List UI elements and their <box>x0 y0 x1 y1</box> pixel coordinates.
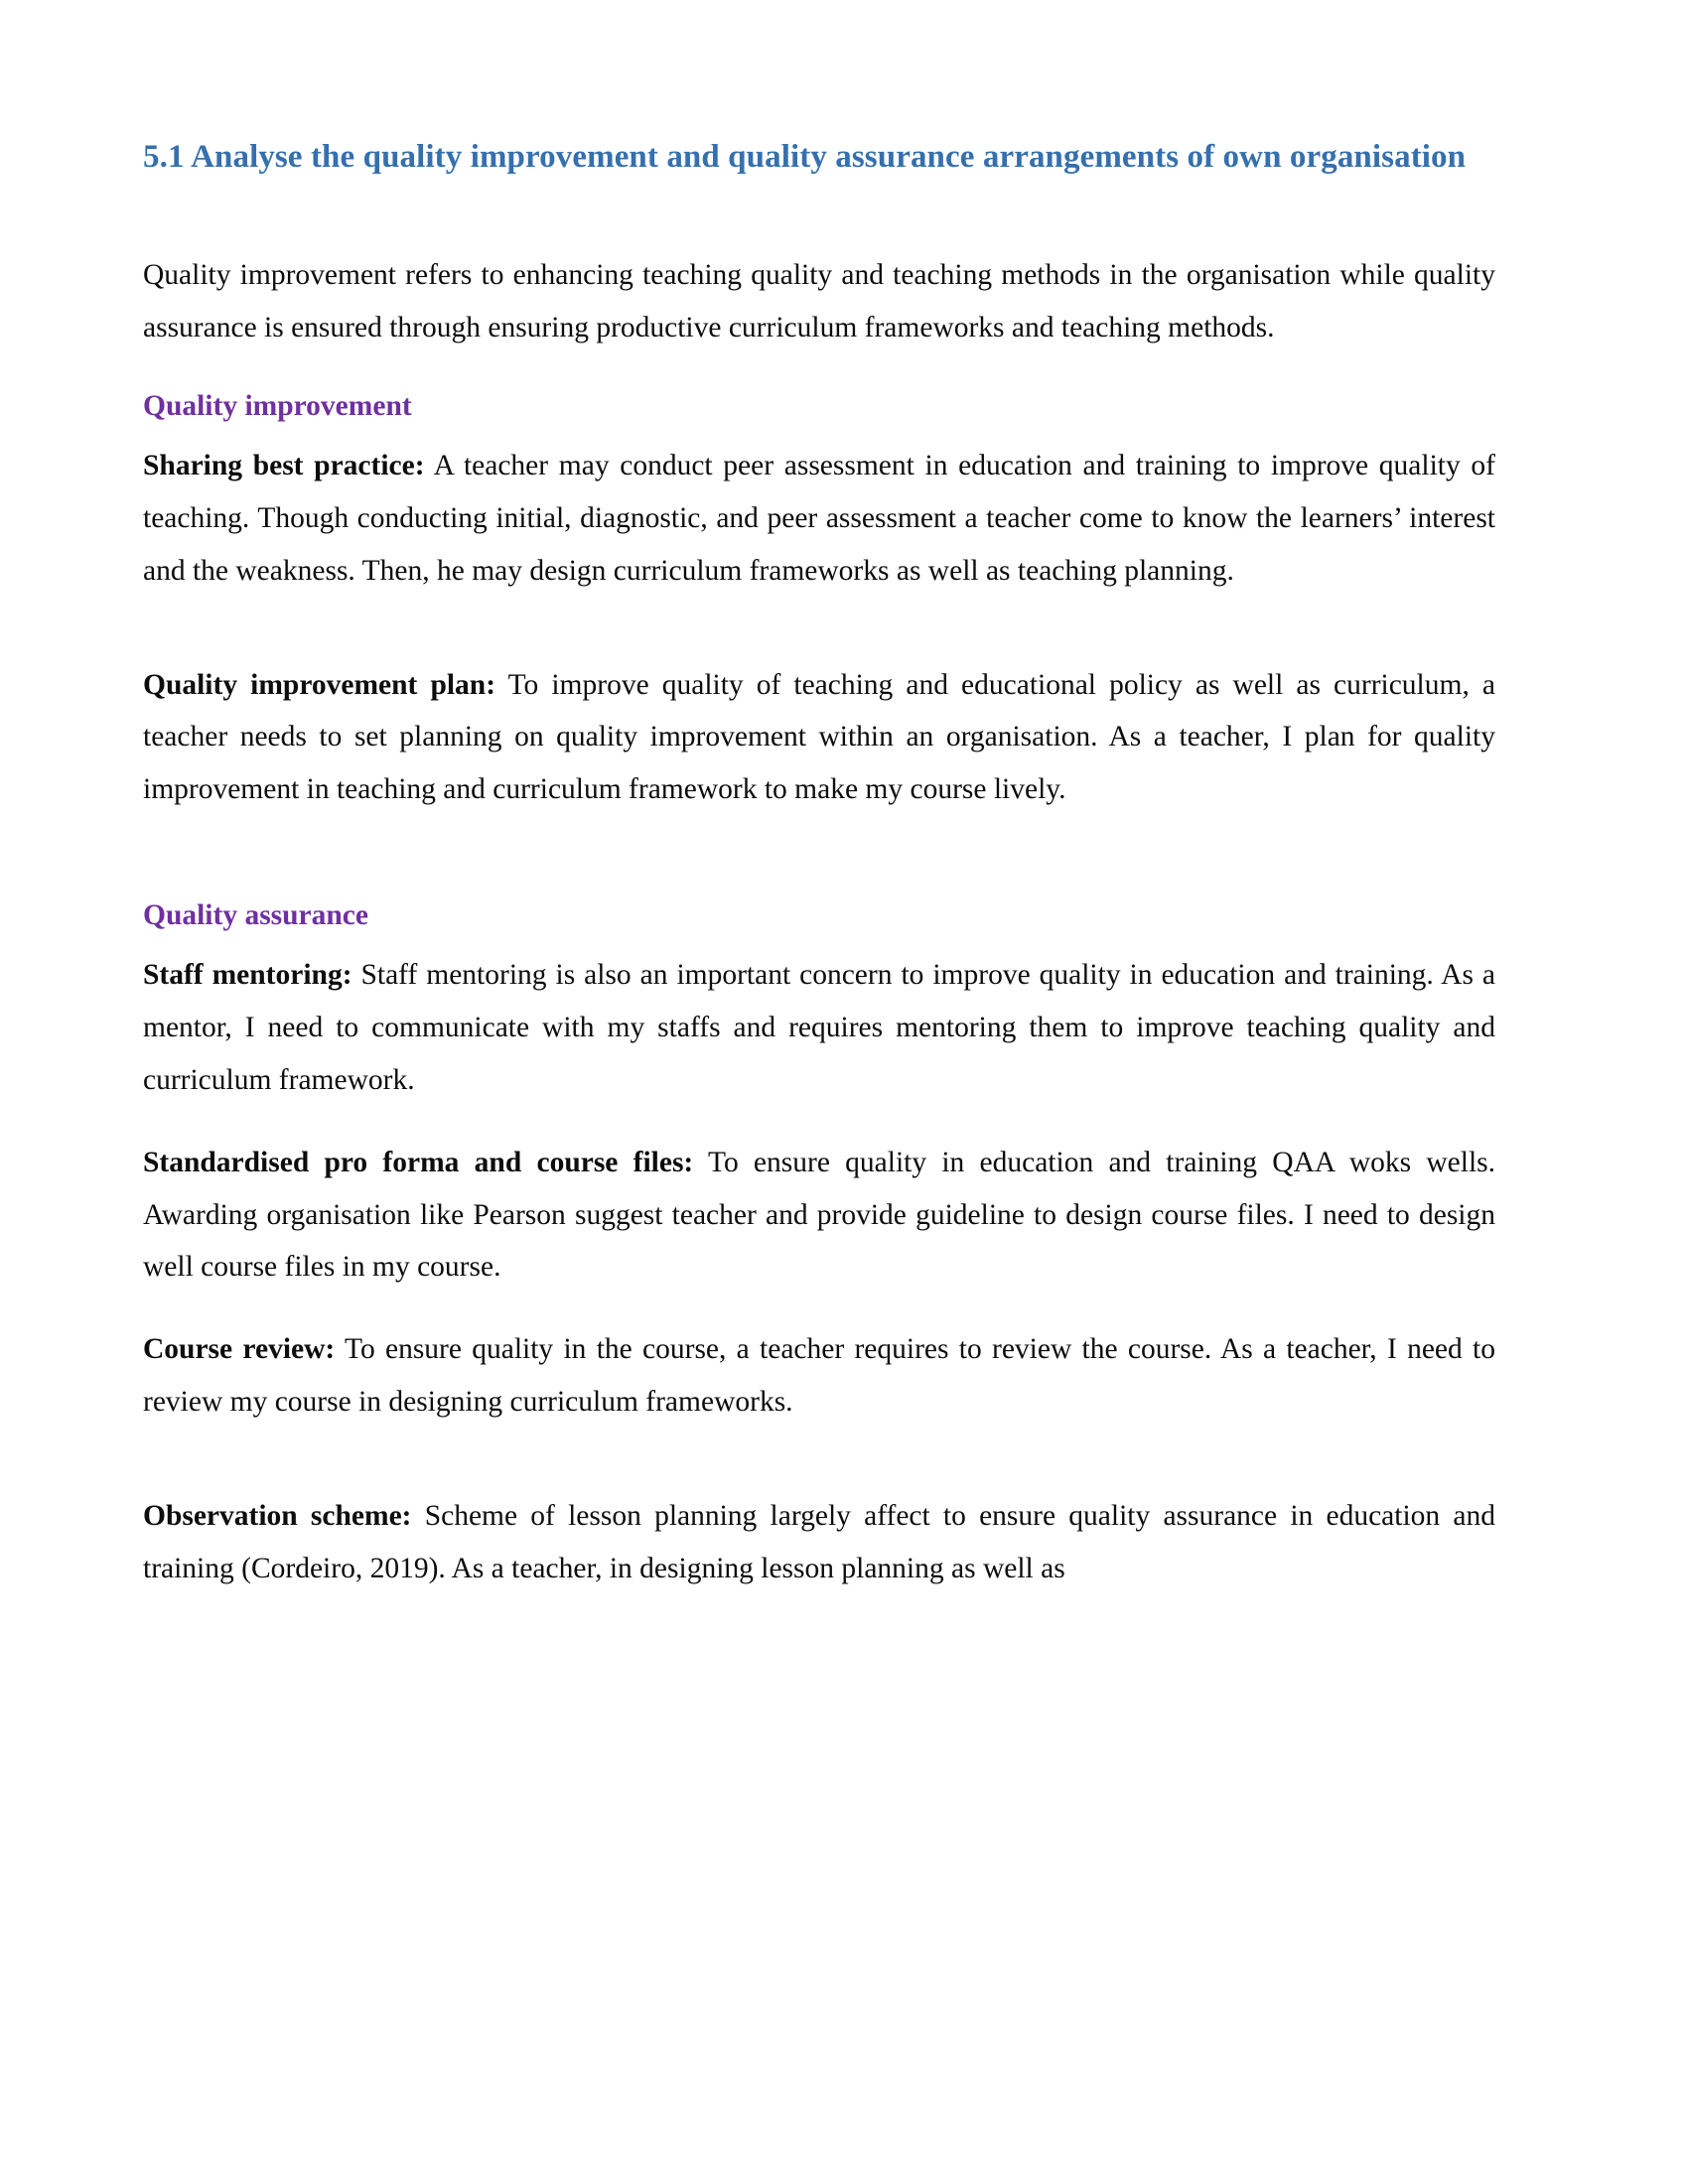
spacer <box>143 184 1495 249</box>
spacer <box>143 598 1495 659</box>
paragraph-course-review <box>143 1323 1495 1429</box>
text-staff-mentoring: Staff mentoring is also an important concern to improve quality in education and training. As a mentor, I need to communicate with my staffs and requires mentoring them to improve teaching quality and curriculum framework. <box>143 959 1495 1096</box>
text-observation-scheme: Scheme of lesson planning largely affect to ensure quality assurance in education and training (Cordeiro, 2019). As a teacher, in designing lesson planning as well as <box>143 1499 1495 1584</box>
spacer <box>143 354 1495 384</box>
text-sharing-best-practice: A teacher may conduct peer assessment in education and training to improve quality of teaching. Though conducting initial, diagnostic, and peer assessment a teacher come to know the learners’ interest and the weakness. Then, he may design curriculum frameworks as well as teaching planning. <box>143 450 1495 587</box>
label-course-review: Course review: <box>143 1333 336 1366</box>
document-body <box>143 131 1495 1594</box>
subheading-quality-assurance: Quality assurance <box>143 899 368 932</box>
page-title: 5.1 Analyse the quality improvement and quality assurance arrangements of own organisation <box>143 139 1467 175</box>
text-standardised-pro-forma: To ensure quality in education and training QAA woks wells. Awarding organisation like Pearson suggest teacher and provide guideline to design course files. I need to design well course files in my course. <box>143 1146 1496 1284</box>
text-quality-improvement-plan: To improve quality of teaching and educational policy as well as curriculum, a teacher needs to set planning on quality improvement within an organisation. As a teacher, I plan for quality improvement in teaching and curriculum framework to make my course lively. <box>143 668 1495 806</box>
label-staff-mentoring: Staff mentoring: <box>143 959 352 992</box>
paragraph-staff-mentoring <box>143 949 1495 1106</box>
spacer <box>143 816 1495 893</box>
paragraph-sharing-best-practice <box>143 440 1495 597</box>
label-sharing-best-practice: Sharing best practice: <box>143 450 425 482</box>
intro-paragraph: Quality improvement refers to enhancing teaching quality and teaching methods in the organisation while quality assurance is ensured through ensuring productive curriculum frameworks and teaching methods. <box>143 259 1495 344</box>
text-course-review: To ensure quality in the course, a teacher requires to review the course. As a teacher, I need to review my course in designing curriculum frameworks. <box>143 1333 1495 1418</box>
label-quality-improvement-plan: Quality improvement plan: <box>143 668 496 701</box>
spacer <box>143 1429 1495 1490</box>
spacer <box>143 937 1495 949</box>
paragraph-quality-improvement-plan <box>143 659 1495 816</box>
spacer <box>143 1294 1495 1323</box>
spacer <box>143 1107 1495 1137</box>
subheading-quality-improvement: Quality improvement <box>143 390 412 423</box>
label-standardised-pro-forma: Standardised pro forma and course files: <box>143 1146 694 1178</box>
paragraph-standardised-pro-forma <box>143 1137 1495 1294</box>
paragraph-observation-scheme <box>143 1490 1495 1595</box>
spacer <box>143 428 1495 440</box>
label-observation-scheme: Observation scheme: <box>143 1499 412 1532</box>
